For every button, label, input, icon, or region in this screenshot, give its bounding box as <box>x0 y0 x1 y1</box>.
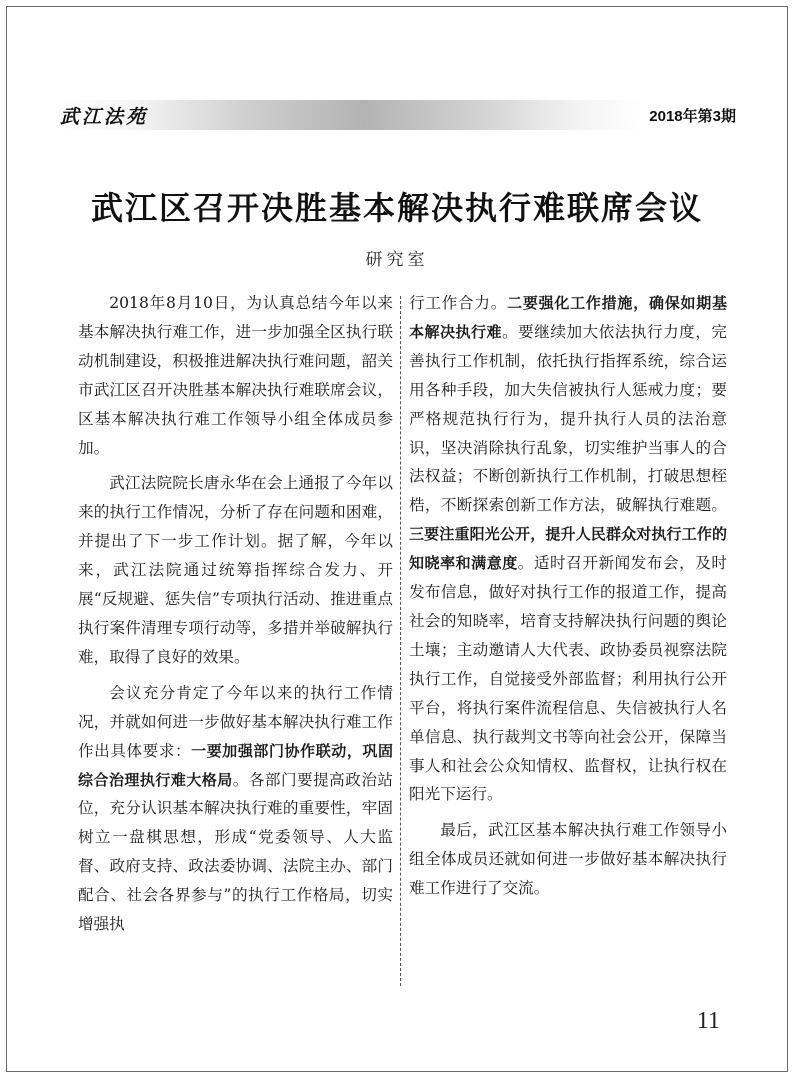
right-column <box>409 289 727 989</box>
left-column <box>78 289 393 989</box>
paragraph-3-text-a: 会议充分肯定了今年以来的执行工作情况，并就如何进一步做好基本解决执行难工作作出具体要求： <box>78 683 393 760</box>
paragraph-4-text-e: 。适时召开新闻发布会，及时发布信息，做好对执行工作的报道工作，提高社会的知晓率，培育支持解决执行问题的舆论土壤；主动邀请人大代表、政协委员视察法院执行工作，自觉接受外部监督；利用执行公开平台，将执行案件流程信息、失信被执行人名单信息、执行裁判文书等向社会公开，保障当事人和社会公众知情权、监督权，让执行权在阳光下运行。 <box>409 554 727 804</box>
paragraph-4-emphasis-2: 三要注重阳光公开，提升人民群众对执行工作的知晓率和满意度 <box>409 525 727 573</box>
paragraph-3-text-c: 。各部门要提高政治站位，充分认识基本解决执行难的重要性，牢固树立一盘棋思想，形成“党委领导、人大监督、政府支持、政法委协调、法院主办、部门配合、社会各界参与”的执行工作格局，切实增强执 <box>78 770 393 934</box>
running-header <box>56 98 738 132</box>
page-number: 11 <box>696 1008 720 1034</box>
issue-label: 2018年第3期 <box>649 108 736 125</box>
article-author: 研究室 <box>365 250 429 270</box>
column-divider <box>400 296 401 986</box>
paragraph-4-emphasis-1: 二要强化工作措施，确保如期基本解决执行难 <box>409 294 727 341</box>
paragraph-2: 武江法院院长唐永华在会上通报了今年以来的执行工作情况，分析了存在问题和困难，并提出了下一步工作计划。据了解，今年以来，武江法院通过统筹指挥综合发力、开展“反规避、惩失信”专项执行活动、推进重点执行案件清理专项行动等，多措并举破解执行难，取得了良好的效果。 <box>78 474 393 666</box>
header-gradient-bar <box>56 100 738 130</box>
paragraph-3 <box>78 679 393 939</box>
paragraph-4-text-c: 。要继续加大依法执行力度，完善执行工作机制，依托执行指挥系统，综合运用各种手段，加大失信被执行人惩戒力度；要严格规范执行行为，提升执行人员的法治意识，坚决消除执行乱象，切实维护当事人的合法权益；不断创新执行工作机制，打破思想桎梏，不断探索创新工作方法，破解执行难题。 <box>409 322 727 515</box>
paragraph-1: 2018年8月10日，为认真总结今年以来基本解决执行难工作，进一步加强全区执行联动机制建设，积极推进解决执行难问题，韶关市武江区召开决胜基本解决执行难联席会议，区基本解决执行难工作领导小组全体成员参加。 <box>78 294 393 457</box>
paragraph-4 <box>409 289 727 809</box>
paragraph-5: 最后，武江区基本解决执行难工作领导小组全体成员还就如何进一步做好基本解决执行难工作进行了交流。 <box>409 821 727 898</box>
paragraph-4-text-a: 行工作合力。 <box>409 294 508 312</box>
journal-name: 武江法苑 <box>60 106 149 128</box>
article-title: 武江区召开决胜基本解决执行难联席会议 <box>90 189 703 227</box>
paragraph-3-emphasis: 一要加强部门协作联动，巩固综合治理执行难大格局 <box>78 741 393 789</box>
